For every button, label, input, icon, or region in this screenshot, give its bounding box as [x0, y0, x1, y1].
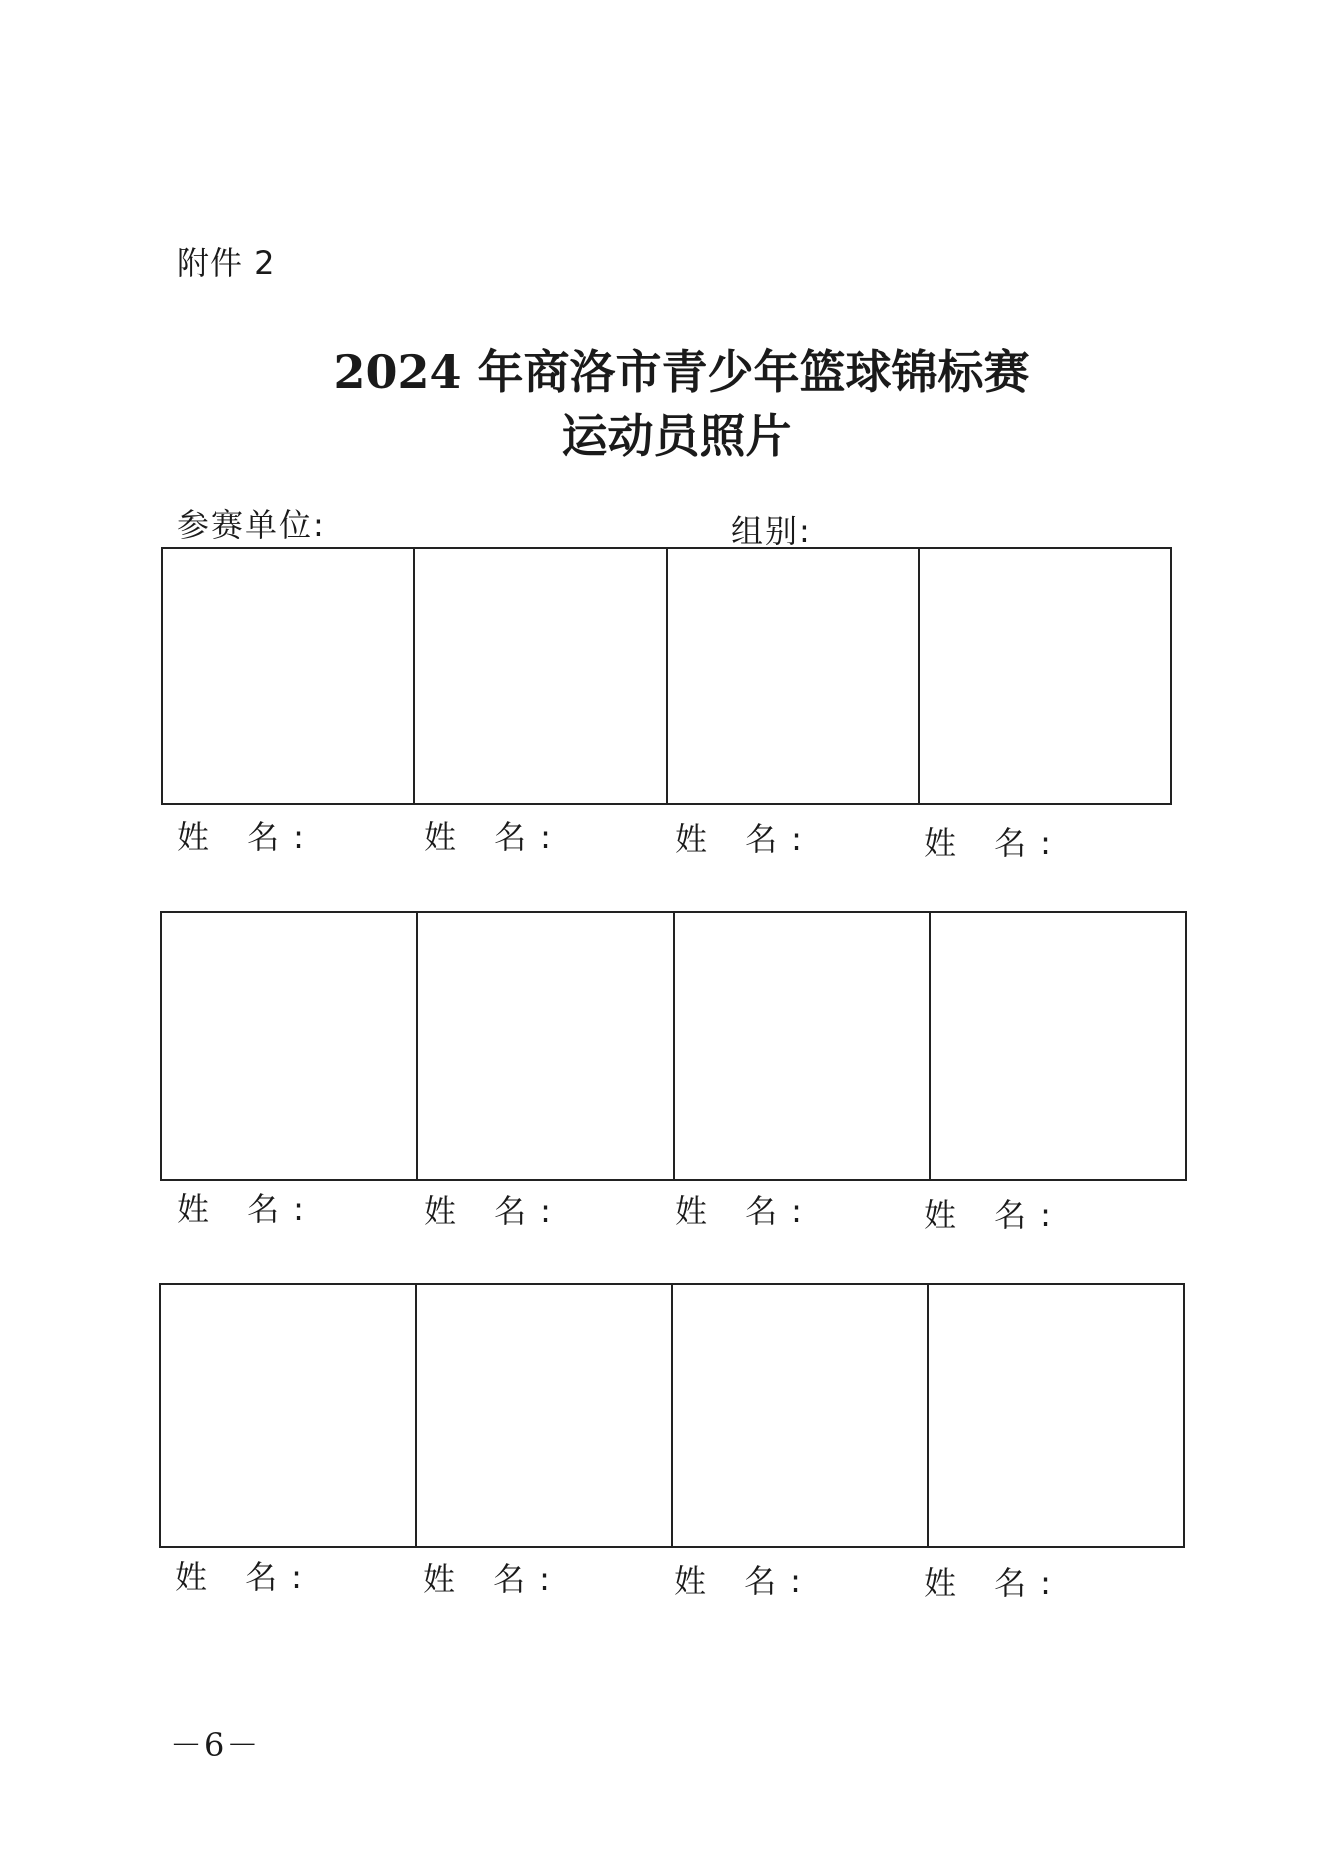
photo-row-2 [160, 911, 1187, 1181]
name-label: 姓 名: [924, 1564, 1065, 1602]
photo-box [418, 913, 674, 1179]
photo-box [673, 1285, 929, 1546]
photo-row-1 [161, 547, 1172, 805]
photo-box [668, 549, 920, 803]
photo-box [163, 549, 415, 803]
name-label: 姓 名: [177, 1190, 318, 1228]
photo-box [920, 549, 1170, 803]
name-label: 姓 名: [675, 1192, 816, 1230]
participating-unit-label: 参赛单位: [177, 506, 326, 544]
name-label: 姓 名: [175, 1558, 316, 1596]
title-line-1: 2024 年商洛市青少年篮球锦标赛 [333, 345, 1030, 399]
photo-box [675, 913, 931, 1179]
name-label: 姓 名: [423, 1560, 564, 1598]
name-label: 姓 名: [424, 1192, 565, 1230]
photo-row-3 [159, 1283, 1185, 1548]
attachment-label: 附件 2 [177, 244, 276, 282]
document-title [0, 340, 1323, 468]
group-label: 组别: [731, 512, 812, 550]
title-line-2: 运动员照片 [561, 409, 792, 463]
name-label: 姓 名: [177, 818, 318, 856]
name-label: 姓 名: [424, 818, 565, 856]
name-label: 姓 名: [924, 824, 1065, 862]
name-label: 姓 名: [674, 1562, 815, 1600]
name-label: 姓 名: [924, 1196, 1065, 1234]
photo-box [929, 1285, 1183, 1546]
photo-box [162, 913, 418, 1179]
photo-box [415, 549, 667, 803]
photo-box [161, 1285, 417, 1546]
name-label: 姓 名: [675, 820, 816, 858]
page-number: －6－ [170, 1726, 261, 1764]
photo-box [931, 913, 1185, 1179]
photo-box [417, 1285, 673, 1546]
